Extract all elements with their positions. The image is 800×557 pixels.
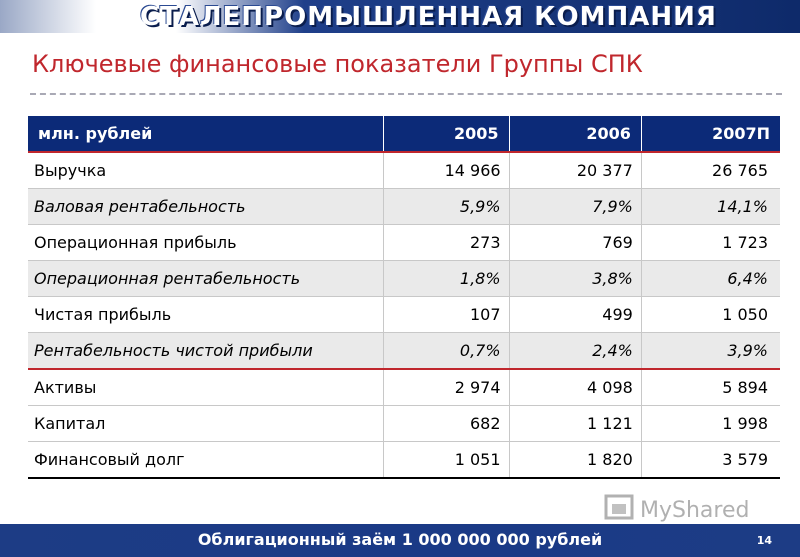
- table-row: [28, 225, 780, 261]
- cell-value: 4 098: [509, 369, 641, 406]
- cell-value: 14 966: [384, 152, 509, 189]
- cell-value: 1 121: [509, 406, 641, 442]
- cell-value: 2,4%: [509, 333, 641, 370]
- cell-value: 273: [384, 225, 509, 261]
- company-name: СТАЛЕПРОМЫШЛЕННАЯ КОМПАНИЯ: [140, 2, 717, 32]
- cell-value: 3,9%: [641, 333, 780, 370]
- row-label: Операционная рентабельность: [28, 261, 384, 297]
- row-label: Капитал: [28, 406, 384, 442]
- watermark-text: MyShared: [640, 498, 750, 523]
- row-label: Валовая рентабельность: [28, 189, 384, 225]
- row-label: Операционная прибыль: [28, 225, 384, 261]
- table-row: [28, 297, 780, 333]
- page-title: Ключевые финансовые показатели Группы СПК: [32, 50, 643, 78]
- column-header: млн. рублей: [28, 116, 384, 152]
- table-header-row: [28, 116, 780, 152]
- cell-value: 14,1%: [641, 189, 780, 225]
- cell-value: 3 579: [641, 442, 780, 479]
- cell-value: 1 723: [641, 225, 780, 261]
- cell-value: 1 051: [384, 442, 509, 479]
- header-banner: [0, 0, 800, 33]
- table-row: [28, 442, 780, 479]
- cell-value: 1 050: [641, 297, 780, 333]
- row-label: Выручка: [28, 152, 384, 189]
- row-label: Активы: [28, 369, 384, 406]
- cell-value: 20 377: [509, 152, 641, 189]
- cell-value: 682: [384, 406, 509, 442]
- cell-value: 6,4%: [641, 261, 780, 297]
- page-number: 14: [756, 534, 772, 547]
- column-header: 2006: [509, 116, 641, 152]
- cell-value: 26 765: [641, 152, 780, 189]
- cell-value: 7,9%: [509, 189, 641, 225]
- column-header: 2005: [384, 116, 509, 152]
- watermark-logo: [604, 492, 774, 526]
- row-label: Чистая прибыль: [28, 297, 384, 333]
- cell-value: 499: [509, 297, 641, 333]
- cell-value: 0,7%: [384, 333, 509, 370]
- financial-table: [28, 116, 780, 479]
- slides-icon: [606, 496, 632, 518]
- column-header: 2007П: [641, 116, 780, 152]
- title-divider: [30, 93, 782, 95]
- cell-value: 5,9%: [384, 189, 509, 225]
- table-row: [28, 333, 780, 370]
- footer-bar: [0, 524, 800, 557]
- cell-value: 1,8%: [384, 261, 509, 297]
- table-row: [28, 189, 780, 225]
- cell-value: 1 820: [509, 442, 641, 479]
- cell-value: 5 894: [641, 369, 780, 406]
- cell-value: 769: [509, 225, 641, 261]
- table-row: [28, 261, 780, 297]
- cell-value: 1 998: [641, 406, 780, 442]
- footer-title: Облигационный заём 1 000 000 000 рублей: [197, 530, 603, 549]
- row-label: Финансовый долг: [28, 442, 384, 479]
- cell-value: 3,8%: [509, 261, 641, 297]
- table-row: [28, 369, 780, 406]
- row-label: Рентабельность чистой прибыли: [28, 333, 384, 370]
- table-row: [28, 406, 780, 442]
- table-row: [28, 152, 780, 189]
- cell-value: 2 974: [384, 369, 509, 406]
- cell-value: 107: [384, 297, 509, 333]
